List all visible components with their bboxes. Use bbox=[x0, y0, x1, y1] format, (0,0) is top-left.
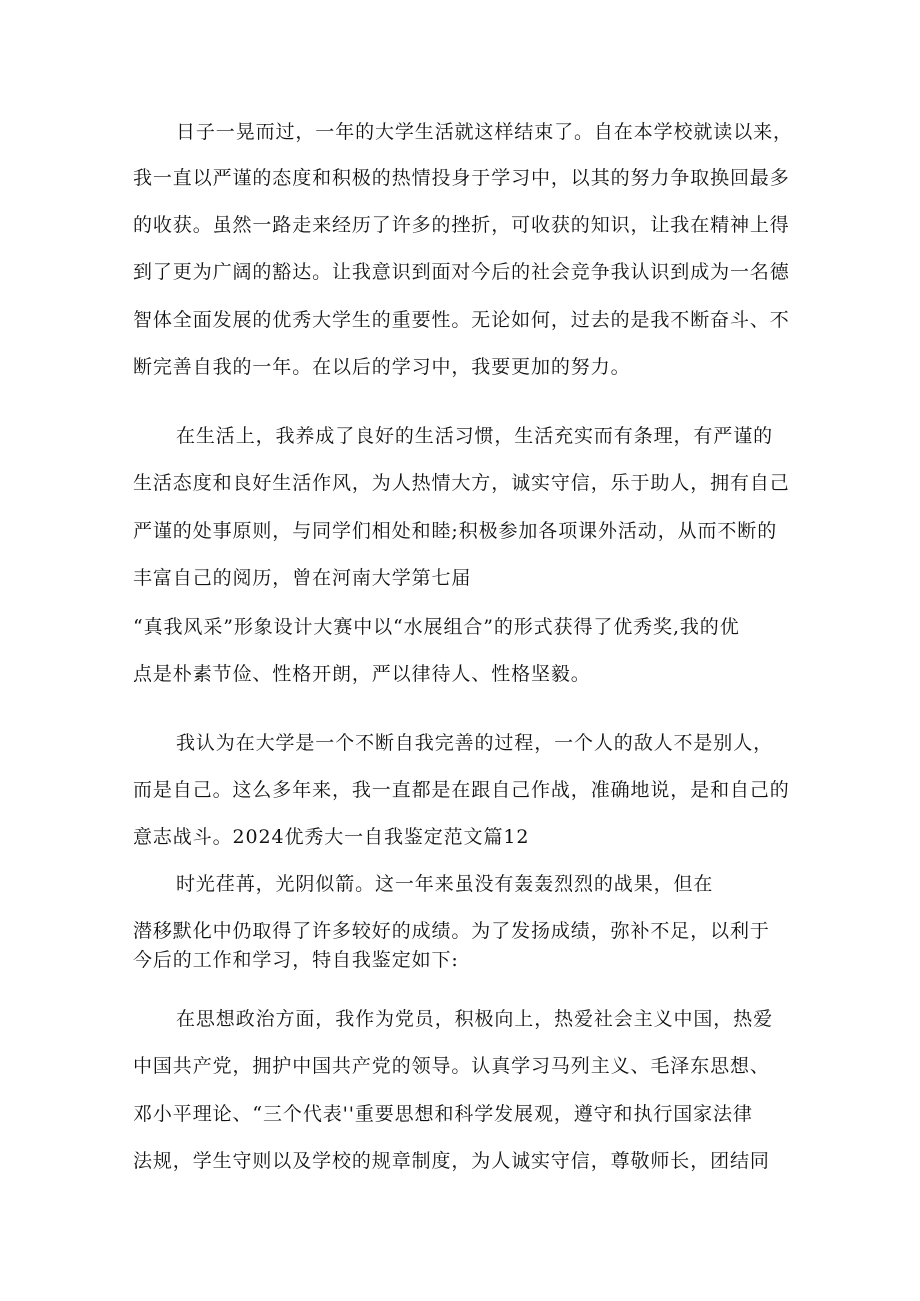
paragraph-2-line-5: “真我风采”形象设计大赛中以“水展组合”的形式获得了优秀奖,我的优 bbox=[133, 616, 740, 638]
paragraph-2-line-6: 点是朴素节俭、性格开朗，严以律待人、性格坚毅。 bbox=[133, 663, 591, 685]
paragraph-3-line-3: 意志战斗。2024优秀大一自我鉴定范文篇12 bbox=[133, 826, 530, 848]
paragraph-1-line-3: 的收获。虽然一路走来经历了许多的挫折，可收获的知识，让我在精神上得 bbox=[133, 214, 790, 236]
paragraph-5-line-2: 中国共产党，拥护中国共产党的领导。认真学习马列主义、毛泽东思想、 bbox=[133, 1055, 770, 1077]
paragraph-1-line-6: 断完善自我的一年。在以后的学习中，我要更加的努力。 bbox=[133, 356, 631, 378]
paragraph-4-line-3: 今后的工作和学习，特自我鉴定如下: bbox=[133, 949, 459, 971]
paragraph-1-line-4: 到了更为广阔的豁达。让我意识到面对今后的社会竞争我认识到成为一名德 bbox=[133, 261, 790, 283]
paragraph-2-line-4: 丰富自己的阅历，曾在河南大学第七届 bbox=[133, 567, 472, 589]
paragraph-4-line-2: 潜移默化中仍取得了许多较好的成绩。为了发扬成绩，弥补不足，以利于 bbox=[133, 920, 770, 942]
paragraph-1-line-5: 智体全面发展的优秀大学生的重要性。无论如何，过去的是我不断奋斗、不 bbox=[133, 309, 790, 331]
paragraph-2-line-1: 在生活上，我养成了良好的生活习惯，生活充实而有条理，有严谨的 bbox=[176, 425, 774, 447]
paragraph-3-line-2: 而是自己。这么多年来，我一直都是在跟自己作战，准确地说，是和自己的 bbox=[133, 779, 790, 801]
paragraph-2-line-2: 生活态度和良好生活作风，为人热情大方，诚实守信，乐于助人，拥有自己 bbox=[133, 472, 790, 494]
paragraph-1-line-1: 日子一晃而过，一年的大学生活就这样结束了。自在本学校就读以来， bbox=[176, 121, 793, 143]
paragraph-3-line-1: 我认为在大学是一个不断自我完善的过程，一个人的敌人不是别人， bbox=[176, 732, 774, 754]
paragraph-5-line-4: 法规，学生守则以及学校的规章制度，为人诚实守信，尊敬师长，团结同 bbox=[133, 1150, 770, 1172]
paragraph-5-line-3: 邓小平理论、“三个代表''重要思想和科学发展观，遵守和执行国家法律 bbox=[133, 1103, 753, 1125]
paragraph-4-line-1: 时光荏苒，光阴似箭。这一年来虽没有轰轰烈烈的战果，但在 bbox=[176, 873, 714, 895]
paragraph-2-line-3: 严谨的处事原则，与同学们相处和睦;积极参加各项课外活动，从而不断的 bbox=[133, 520, 778, 542]
paragraph-1-line-2: 我一直以严谨的态度和积极的热情投身于学习中，以其的努力争取换回最多 bbox=[133, 167, 790, 189]
paragraph-5-line-1: 在思想政治方面，我作为党员，积极向上，热爱社会主义中国，热爱 bbox=[176, 1008, 774, 1030]
